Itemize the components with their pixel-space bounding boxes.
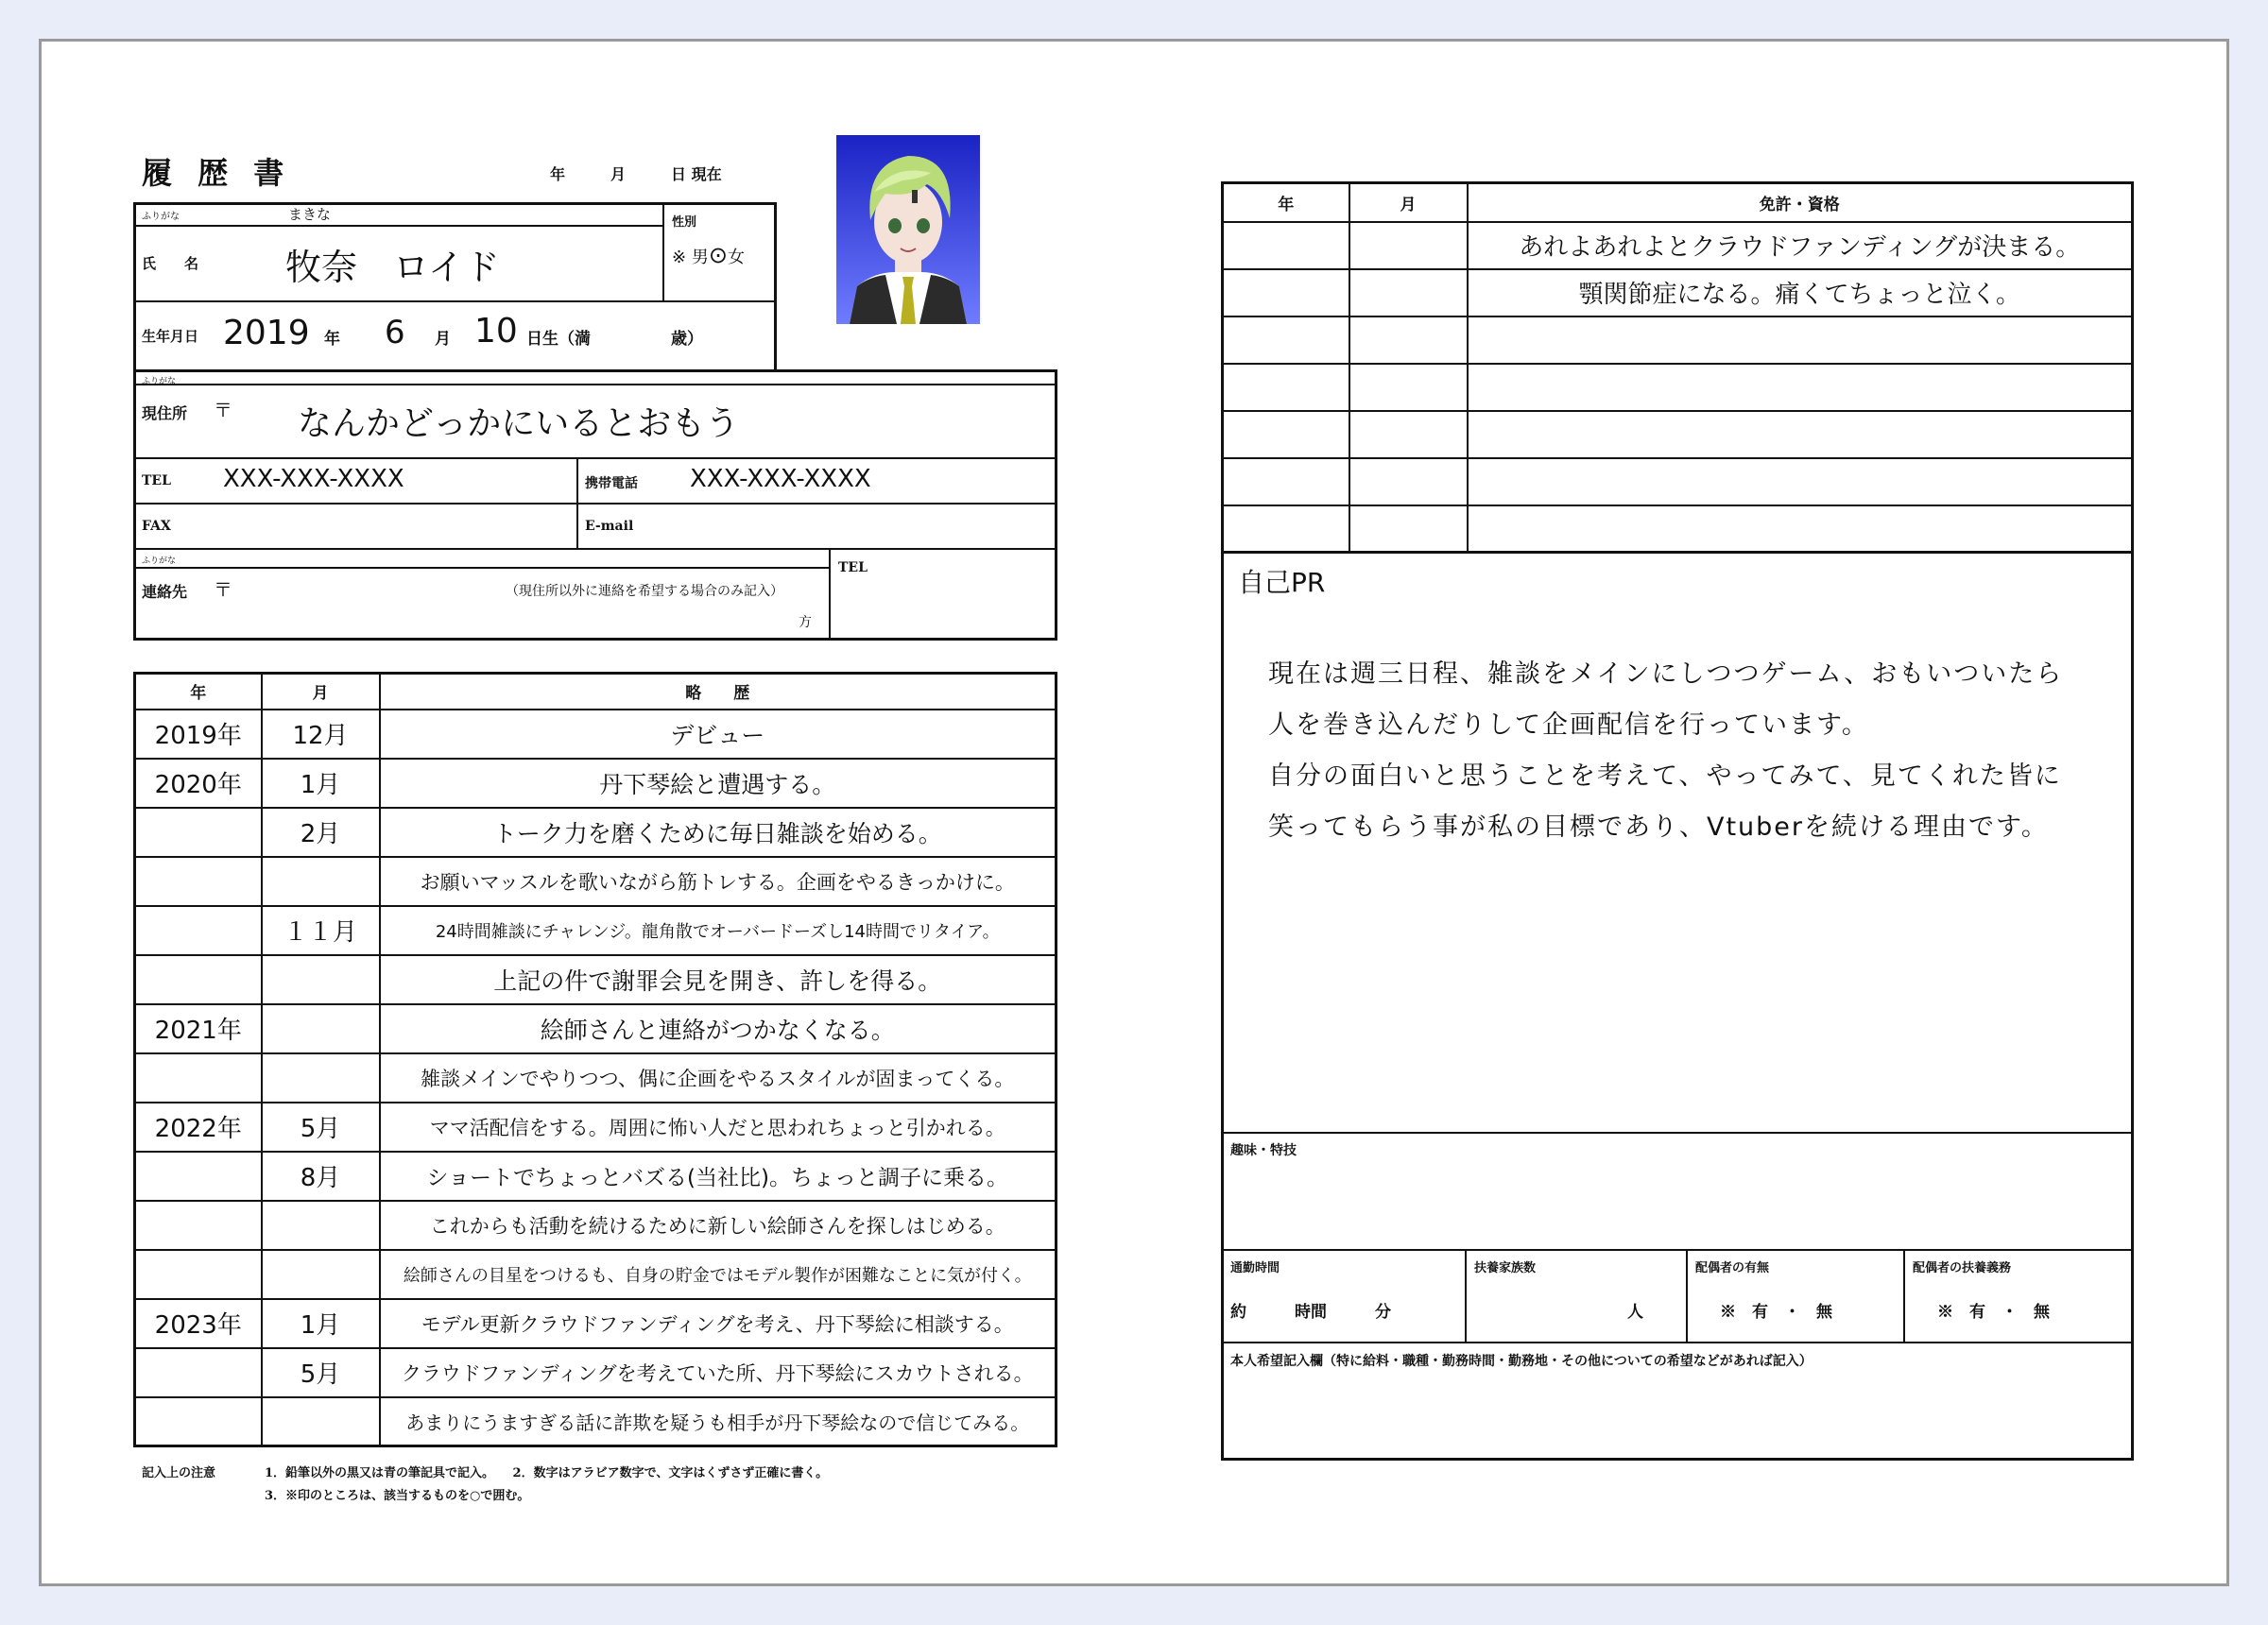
history-event-cell[interactable]: モデル更新クラウドファンディングを考え、丹下琴絵に相談する。 <box>380 1299 1057 1348</box>
history-event-cell[interactable]: あまりにうますぎる話に詐欺を疑うも相手が丹下琴絵なので信じてみる。 <box>380 1397 1057 1446</box>
tel-value[interactable]: XXX-XXX-XXXX <box>223 465 404 493</box>
history-month-cell[interactable] <box>262 1397 380 1446</box>
self-pr-line-2: 人を巻き込んだりして企画配信を行っています。 <box>1268 710 1869 740</box>
history-month-cell[interactable] <box>262 1201 380 1250</box>
history-row <box>135 1201 1057 1250</box>
history-row <box>135 1152 1057 1201</box>
history-year-cell[interactable] <box>135 1348 262 1397</box>
license-row <box>1223 364 2133 411</box>
license-year-cell[interactable] <box>1223 222 1349 269</box>
postal-mark: 〒 <box>214 399 232 421</box>
form-title: 履 歴 書 <box>142 155 292 191</box>
license-text-cell[interactable] <box>1468 458 2133 505</box>
history-event-cell[interactable]: これからも活動を続けるために新しい絵師さんを探しはじめる。 <box>380 1201 1057 1250</box>
license-text-cell[interactable] <box>1468 364 2133 411</box>
license-text-cell[interactable] <box>1468 411 2133 458</box>
license-row <box>1223 505 2133 553</box>
birth-month-unit: 月 <box>435 330 451 349</box>
history-year-cell[interactable] <box>135 1397 262 1446</box>
history-year-cell[interactable]: 2019年 <box>135 710 262 759</box>
history-month-cell[interactable] <box>262 1004 380 1053</box>
birth-suffix: 日生（満 <box>526 330 591 349</box>
history-month-cell[interactable]: 1月 <box>262 759 380 808</box>
history-event-cell[interactable]: ショートでちょっとバズる(当社比)。ちょっと調子に乗る。 <box>380 1152 1057 1201</box>
license-year-cell[interactable] <box>1223 364 1349 411</box>
address-label: 現住所 <box>142 404 188 422</box>
commute-value[interactable]: 約 時間 分 <box>1230 1303 1391 1322</box>
history-month-cell[interactable]: 12月 <box>262 710 380 759</box>
history-year-cell[interactable] <box>135 1053 262 1103</box>
furigana-value[interactable]: まきな <box>288 206 332 223</box>
hobby-label: 趣味・特技 <box>1230 1143 1297 1158</box>
contact-note: （現住所以外に連絡を希望する場合のみ記入） <box>506 584 783 599</box>
history-row <box>135 808 1057 857</box>
history-row <box>135 1250 1057 1299</box>
license-header-year: 年 <box>1223 183 1349 222</box>
history-event-cell[interactable]: クラウドファンディングを考えていた所、丹下琴絵にスカウトされる。 <box>380 1348 1057 1397</box>
license-header-qualification: 免許・資格 <box>1468 183 2133 222</box>
history-month-cell[interactable]: 8月 <box>262 1152 380 1201</box>
history-year-cell[interactable] <box>135 1201 262 1250</box>
history-row <box>135 906 1057 955</box>
history-year-cell[interactable] <box>135 808 262 857</box>
history-month-cell[interactable] <box>262 1250 380 1299</box>
license-text-cell[interactable] <box>1468 316 2133 364</box>
address-value[interactable]: なんかどっかにいるとおもう <box>298 404 740 443</box>
self-pr-label: 自己PR <box>1238 567 1326 598</box>
license-month-cell[interactable] <box>1349 411 1468 458</box>
history-row <box>135 1053 1057 1103</box>
address-furigana-label: ふりがな <box>142 377 177 386</box>
mobile-label: 携帯電話 <box>585 476 638 491</box>
self-pr-line-4: 笑ってもらう事が私の目標であり、Vtuberを続ける理由です。 <box>1268 812 2049 842</box>
license-month-cell[interactable] <box>1349 316 1468 364</box>
history-event-cell[interactable]: お願いマッスルを歌いながら筋トレする。企画をやるきっかけに。 <box>380 857 1057 906</box>
gender-male[interactable]: 男 <box>691 248 709 267</box>
history-row <box>135 1397 1057 1446</box>
history-header-summary: 略 歴 <box>380 674 1057 710</box>
name-value[interactable]: 牧奈 ロイド <box>285 247 500 288</box>
spouse-support-value[interactable]: ※ 有 ・ 無 <box>1937 1303 2050 1322</box>
license-month-cell[interactable] <box>1349 458 1468 505</box>
birth-day[interactable]: 10 <box>474 312 518 351</box>
history-event-cell[interactable]: 24時間雑談にチャレンジ。龍角散でオーバードーズし14時間でリタイア。 <box>380 906 1057 955</box>
fax-label: FAX <box>142 519 171 534</box>
history-month-cell[interactable]: 2月 <box>262 808 380 857</box>
history-month-cell[interactable]: 1月 <box>262 1299 380 1348</box>
wishes-label: 本人希望記入欄（特に給料・職種・勤務時間・勤務地・その他についての希望などがあれば記入） <box>1230 1354 1813 1369</box>
history-month-cell[interactable]: 5月 <box>262 1103 380 1152</box>
history-table <box>133 672 1057 1447</box>
furigana-label: ふりがな <box>142 212 180 222</box>
gender-mark: ※ <box>672 248 687 267</box>
history-event-cell[interactable]: ママ活配信をする。周囲に怖い人だと思われちょっと引かれる。 <box>380 1103 1057 1152</box>
license-year-cell[interactable] <box>1223 505 1349 553</box>
history-row <box>135 1348 1057 1397</box>
self-pr-text[interactable] <box>1268 649 2063 853</box>
license-year-cell[interactable] <box>1223 316 1349 364</box>
license-month-cell[interactable] <box>1349 364 1468 411</box>
history-month-cell[interactable]: １１月 <box>262 906 380 955</box>
notes-line-1: 1．鉛筆以外の黒又は青の筆記具で記入。 2．数字はアラビア数字で、文字はくずさず正確に書く。 <box>265 1466 829 1480</box>
license-row <box>1223 316 2133 364</box>
gender-label: 性別 <box>672 215 697 230</box>
history-month-cell[interactable]: 5月 <box>262 1348 380 1397</box>
license-year-cell[interactable] <box>1223 458 1349 505</box>
history-row <box>135 857 1057 906</box>
history-event-cell[interactable]: トーク力を磨くために毎日雑談を始める。 <box>380 808 1057 857</box>
history-event-cell[interactable]: 絵師さんと連絡がつかなくなる。 <box>380 1004 1057 1053</box>
history-year-cell[interactable] <box>135 857 262 906</box>
spouse-support-label: 配偶者の扶養義務 <box>1913 1261 2012 1275</box>
license-month-cell[interactable] <box>1349 222 1468 269</box>
history-row <box>135 1004 1057 1053</box>
license-month-cell[interactable] <box>1349 269 1468 316</box>
spouse-value[interactable]: ※ 有 ・ 無 <box>1720 1303 1832 1322</box>
history-month-cell[interactable] <box>262 857 380 906</box>
birth-year-unit: 年 <box>324 330 340 349</box>
history-year-cell[interactable]: 2021年 <box>135 1004 262 1053</box>
notes-label: 記入上の注意 <box>142 1466 216 1480</box>
license-text-cell[interactable]: 顎関節症になる。痛くてちょっと泣く。 <box>1468 269 2133 316</box>
profile-photo <box>836 135 980 324</box>
history-month-cell[interactable] <box>262 1053 380 1103</box>
birth-month[interactable]: 6 <box>385 314 405 351</box>
history-row <box>135 955 1057 1004</box>
license-header-month: 月 <box>1349 183 1468 222</box>
history-event-cell[interactable]: デビュー <box>380 710 1057 759</box>
license-row <box>1223 458 2133 505</box>
license-row <box>1223 411 2133 458</box>
self-pr-line-3: 自分の面白いと思うことを考えて、やってみて、見てくれた皆に <box>1268 761 2062 791</box>
contact-tel-label: TEL <box>838 560 868 575</box>
birth-year[interactable]: 2019 <box>223 314 310 352</box>
license-row <box>1223 269 2133 316</box>
form-date: 年 月 日 現在 <box>550 165 722 183</box>
gender-female[interactable]: 女 <box>727 248 745 267</box>
history-event-cell[interactable]: 絵師さんの目星をつけるも、自身の貯金ではモデル製作が困難なことに気が付く。 <box>380 1250 1057 1299</box>
history-row <box>135 710 1057 759</box>
history-event-cell[interactable]: 丹下琴絵と遭遇する。 <box>380 759 1057 808</box>
birth-label: 生年月日 <box>142 328 199 345</box>
history-row <box>135 1103 1057 1152</box>
license-text-cell[interactable]: あれよあれよとクラウドファンディングが決まる。 <box>1468 222 2133 269</box>
history-year-cell[interactable]: 2023年 <box>135 1299 262 1348</box>
history-event-cell[interactable]: 雑談メインでやりつつ、偶に企画をやるスタイルが固まってくる。 <box>380 1053 1057 1103</box>
contact-postal-mark: 〒 <box>214 578 232 601</box>
license-year-cell[interactable] <box>1223 411 1349 458</box>
contact-furigana-label: ふりがな <box>142 556 177 566</box>
history-header-month: 月 <box>262 674 380 710</box>
contact-suffix: 方 <box>799 615 812 630</box>
history-year-cell[interactable] <box>135 1250 262 1299</box>
history-row <box>135 1299 1057 1348</box>
history-year-cell[interactable] <box>135 955 262 1004</box>
gender-selected-circle: ⊙ <box>708 242 728 268</box>
history-month-cell[interactable] <box>262 955 380 1004</box>
age-unit: 歳） <box>671 330 703 349</box>
history-header-year: 年 <box>135 674 262 710</box>
license-row <box>1223 222 2133 269</box>
history-year-cell[interactable]: 2022年 <box>135 1103 262 1152</box>
history-year-cell[interactable] <box>135 906 262 955</box>
license-text-cell[interactable] <box>1468 505 2133 553</box>
mobile-value[interactable]: XXX-XXX-XXXX <box>690 465 871 493</box>
history-year-cell[interactable] <box>135 1152 262 1201</box>
email-label: E-mail <box>585 519 634 534</box>
spouse-label: 配偶者の有無 <box>1695 1261 1770 1275</box>
license-month-cell[interactable] <box>1349 505 1468 553</box>
name-label: 氏 名 <box>142 255 199 272</box>
history-event-cell[interactable]: 上記の件で謝罪会見を開き、許しを得る。 <box>380 955 1057 1004</box>
self-pr-line-1: 現在は週三日程、雑談をメインにしつつゲーム、おもいついたら <box>1268 659 2064 689</box>
gender-options[interactable] <box>672 242 745 268</box>
tel-label: TEL <box>142 473 171 488</box>
history-year-cell[interactable]: 2020年 <box>135 759 262 808</box>
license-year-cell[interactable] <box>1223 269 1349 316</box>
dependents-unit: 人 <box>1627 1303 1643 1322</box>
license-table <box>1221 181 2134 554</box>
history-row <box>135 759 1057 808</box>
commute-label: 通勤時間 <box>1230 1261 1280 1275</box>
notes-line-2: 3．※印のところは、該当するものを○で囲む。 <box>265 1489 530 1503</box>
contact-label: 連絡先 <box>142 583 188 601</box>
dependents-label: 扶養家族数 <box>1474 1261 1537 1275</box>
